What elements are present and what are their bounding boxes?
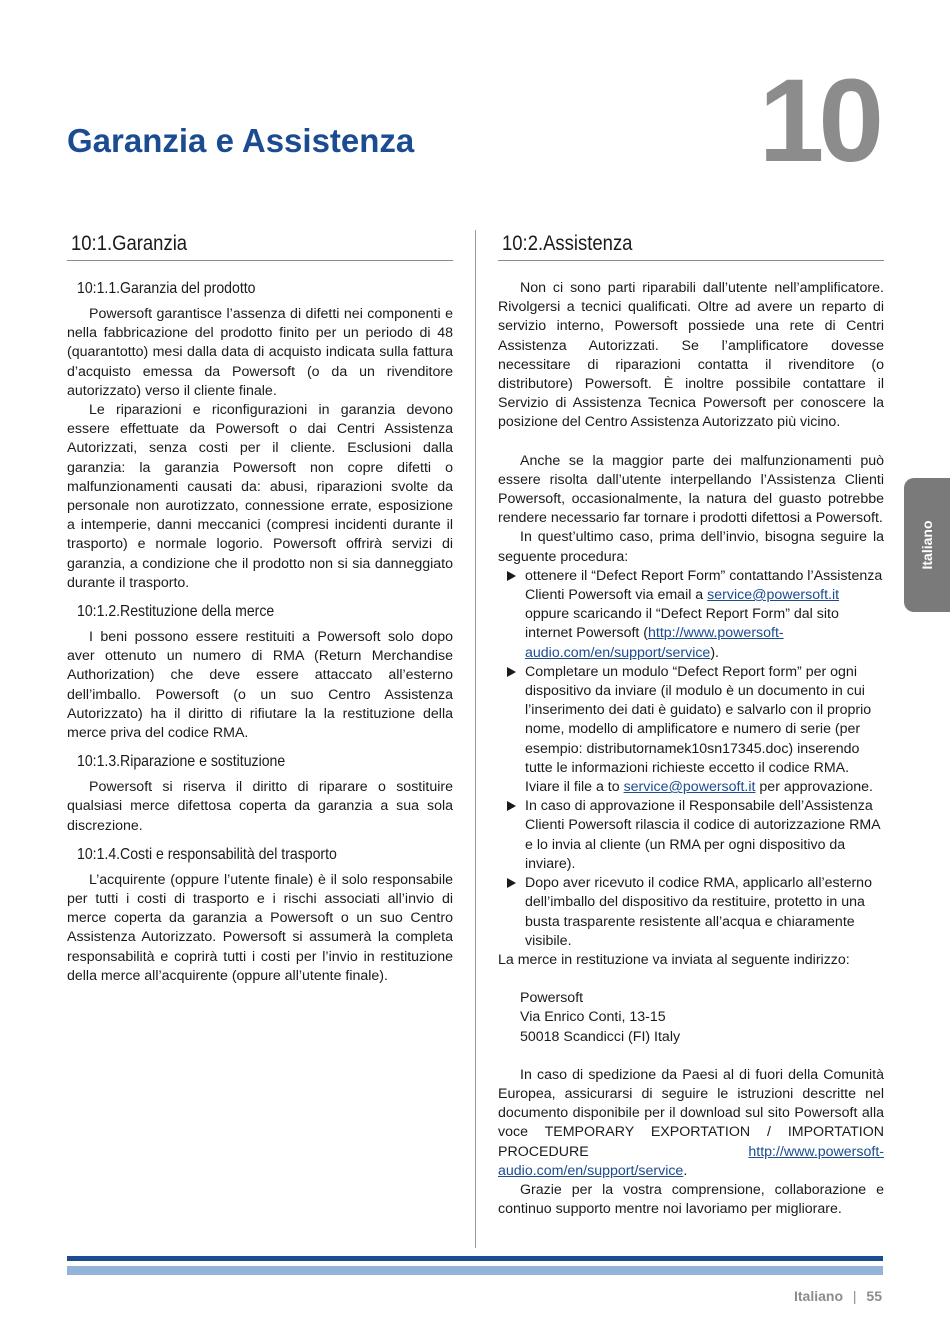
chapter-title: Garanzia e Assistenza xyxy=(67,122,415,159)
paragraph: In quest’ultimo caso, prima dell’invio, bisogna seguire la seguente procedura: xyxy=(498,529,884,565)
paragraph: Le riparazioni e riconfigurazioni in garanzia devono essere effettuate da Powersoft o dai Centri Assistenza Autorizzati, senza costi per il cliente. Esclusioni dalla garanzia: la garanzia Powersoft non copre difetti o malfunzionamenti causati da: abusi, riparazioni svolte da personale non aurotizzato, connessione errate, esposizione a intemperie, danni meccanici (compresi incidenti durante il trasporto) e normale logorio. Powersoft offrirà servizi di garanzia, a condizione che il prodotto non si sia danneggiato durante il trasporto. xyxy=(67,402,453,591)
paragraph: Powersoft si riserva il diritto di riparare o sostituire qualsiasi merce difettosa coperta da garanzia a sua sola discrezione. xyxy=(67,779,453,834)
language-tab[interactable] xyxy=(904,478,950,612)
address-line: Via Enrico Conti, 13-15 xyxy=(520,1009,666,1026)
subheading-restituzione: 10:1.2.Restituzione della merce xyxy=(77,603,275,621)
paragraph: Anche se la maggior parte dei malfunzionamenti può essere risolta dall’utente interpellando l’Assistenza Clienti Powersoft, occasionalmente, la natura del guasto potrebbe rendere necessario far tornare i prodotti difettosi a Powersoft. xyxy=(498,452,884,527)
list-item: Dopo aver ricevuto il codice RMA, applicarlo all’esterno dell’imballo del dispositivo da restituire, protetto in una busta trasparente resistente all’acqua e chiaramente visibile. xyxy=(498,874,884,951)
subheading-garanzia-prodotto: 10:1.1.Garanzia del prodotto xyxy=(77,280,256,297)
email-link[interactable]: service@powersoft.it xyxy=(707,587,840,604)
website-link[interactable]: http://www.powersoft-audio.com/en/support/service xyxy=(525,625,784,661)
paragraph: In caso di spedizione da Paesi al di fuori della Comunità Europea, assicurarsi di seguire le istruzioni descritte nel documento disponibile per il download sul sito Powersoft alla voce TEMPORARY EXPORTATION / IMPORTATION PROCEDURE http://www.powersoft-audio.com/en/support/service. xyxy=(498,1066,884,1179)
paragraph: Non ci sono parti riparabili dall’utente nell’amplificatore. Rivolgersi a tecnici qualificati. Oltre ad avere un reparto di servizio interno, Powersoft possiede una rete di Centri Assistenza Autorizzati. Se l’amplificatore dovesse necessitare di riparazioni contatta il rivenditore (o distributore) Powersoft. È inoltre possibile contattare il Servizio di Assistenza Tecnica Powersoft per conoscere la posizione del Centro Assistenza Autorizzato più vicino. xyxy=(498,280,884,431)
assistance-column xyxy=(498,230,884,1219)
section-rule xyxy=(498,260,884,261)
list-item: ottenere il “Defect Report Form” contattando l’Assistenza Clienti Powersoft via email a service@powersoft.it oppure scaricando il “Defect Report Form” dal sito internet Powersoft (http://www.powersoft-audio.com/en/support/service). xyxy=(498,567,884,663)
paragraph: L’acquirente (oppure l’utente finale) è il solo responsabile per tutti i costi di trasporto e i rischi associati all’invio di merce coperta da garanzia a Powersoft o un suo Centro Assistenza Autorizzato. Powersoft si assumerà la completa responsabilità e coprirà tutti i costi per l’invio in restituzione della merce all’acquirente (oppure all’utente finale). xyxy=(67,871,453,984)
address-line: 50018 Scandicci (FI) Italy xyxy=(520,1028,681,1045)
paragraph: Powersoft garantisce l’assenza di difetti nei componenti e nella fabbricazione del prodotto finito per un periodo di 48 (quarantotto) mesi dalla data di acquisto indicata sulla fattura d’acquisto emessa da Powersoft (o da un rivenditore autorizzato) verso il cliente finale. xyxy=(67,306,453,399)
paragraph: I beni possono essere restituiti a Powersoft solo dopo aver ottenuto un numero di RMA (Return Merchandise Authorization) che deve essere attaccato all’esterno dell’imballo. Powersoft (o un suo Centro Assistenza Autorizzato) ha il diritto di rifiutare la la restituzione della merce priva del codice RMA. xyxy=(67,629,453,742)
procedure-list xyxy=(498,567,884,951)
address-line: Powersoft xyxy=(520,990,584,1007)
list-item: In caso di approvazione il Responsabile dell’Assistenza Clienti Powersoft rilascia il codice di autorizzazione RMA e lo invia al cliente (un RMA per ogni dispositivo da inviare). xyxy=(498,797,884,874)
column-divider xyxy=(475,230,476,1248)
list-item: Completare un modulo “Defect Report form” per ogni dispositivo da inviare (il modulo è un documento in cui l’inserimento dei dati è guidato) e salvarlo con il proprio nome, modello di amplificatore e numero di serie (per esempio: distributornamek10sn17345.doc) inserendo tutte le informazioni richieste eccetto il codice RMA. Iviare il file a to service@powersoft.it per approvazione. xyxy=(498,663,884,797)
paragraph: Grazie per la vostra comprensione, collaborazione e continuo supporto mentre noi lavoriamo per migliorare. xyxy=(498,1181,884,1218)
website-link[interactable]: http://www.powersoft-audio.com/en/support/service xyxy=(498,1143,884,1179)
warranty-column xyxy=(67,230,453,986)
subheading-costi-trasporto: 10:1.4.Costi e responsabilità del trasporto xyxy=(77,845,337,863)
footer-bar-dark xyxy=(67,1256,883,1261)
chapter-number: 10 xyxy=(758,55,878,187)
footer-language: Italiano xyxy=(793,1288,843,1304)
footer-separator: | xyxy=(852,1288,857,1304)
return-address xyxy=(498,989,884,1047)
subheading-riparazione: 10:1.3.Riparazione e sostituzione xyxy=(77,753,286,771)
page-number: 55 xyxy=(866,1288,882,1304)
section-heading-garanzia: 10:1.Garanzia xyxy=(71,232,188,255)
email-link[interactable]: service@powersoft.it xyxy=(623,779,756,796)
paragraph: La merce in restituzione va inviata al seguente indirizzo: xyxy=(498,951,850,968)
section-rule xyxy=(67,260,453,261)
language-tab-label: Italiano xyxy=(919,520,935,570)
section-heading-assistenza: 10:2.Assistenza xyxy=(502,232,633,255)
footer-bar-light xyxy=(67,1266,883,1275)
page-footer xyxy=(794,1288,882,1304)
